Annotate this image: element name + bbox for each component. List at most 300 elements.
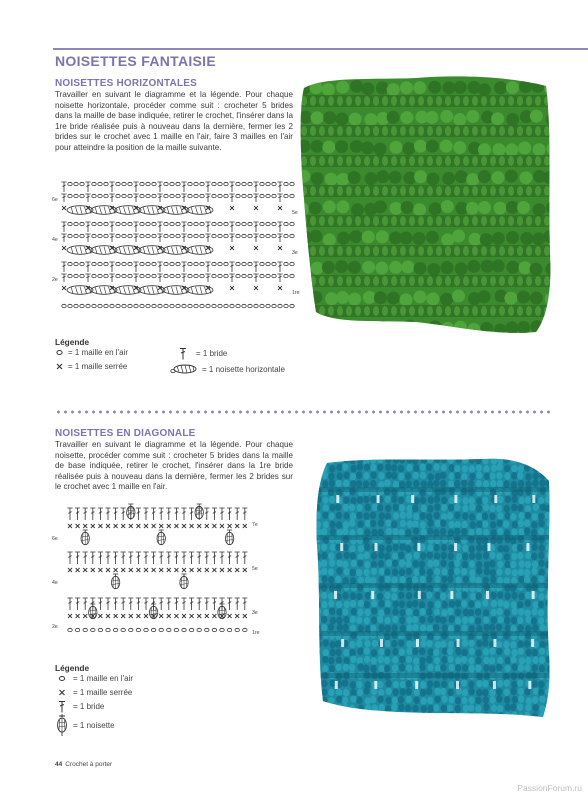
double-crochet-mark — [181, 598, 186, 610]
double-crochet-mark — [181, 262, 186, 272]
chain-stitch-mark — [104, 234, 108, 237]
chain-stitch-mark — [83, 628, 87, 631]
double-crochet-mark — [253, 182, 258, 192]
double-crochet-mark — [157, 274, 162, 282]
chain-stitch-mark — [243, 628, 247, 631]
double-crochet-mark — [85, 262, 90, 272]
double-crochet-mark — [136, 552, 141, 564]
single-crochet-icon — [55, 688, 69, 697]
double-crochet-mark — [159, 552, 164, 564]
chain-stitch-mark — [68, 304, 72, 307]
chain-stitch-mark — [242, 222, 246, 225]
row-label: 4e — [52, 237, 58, 243]
single-crochet-mark — [243, 614, 247, 618]
single-crochet-mark — [129, 614, 133, 618]
chain-stitch-mark — [146, 194, 150, 197]
double-crochet-mark — [212, 552, 217, 564]
double-crochet-mark — [105, 508, 110, 520]
chain-stitch-mark — [74, 274, 78, 277]
single-crochet-mark — [228, 568, 232, 572]
chain-stitch-mark — [194, 182, 198, 185]
chain-stitch-mark — [224, 182, 228, 185]
chain-stitch-mark — [284, 304, 288, 307]
double-crochet-mark — [204, 508, 209, 520]
double-crochet-mark — [133, 234, 138, 242]
double-crochet-mark — [109, 234, 114, 242]
chain-stitch-mark — [212, 194, 216, 197]
single-crochet-mark — [98, 568, 102, 572]
single-crochet-mark — [106, 524, 110, 528]
chain-stitch-mark — [290, 304, 294, 307]
double-crochet-mark — [277, 262, 282, 272]
double-crochet-mark — [133, 274, 138, 282]
single-crochet-mark — [152, 568, 156, 572]
chain-stitch-mark — [248, 222, 252, 225]
chain-stitch-mark — [98, 304, 102, 307]
double-crochet-mark — [166, 552, 171, 564]
chain-stitch-mark — [74, 194, 78, 197]
chain-stitch-mark — [170, 222, 174, 225]
single-crochet-mark — [182, 614, 186, 618]
chain-stitch-mark — [272, 304, 276, 307]
single-crochet-mark — [83, 524, 87, 528]
double-crochet-mark — [277, 194, 282, 202]
single-crochet-mark — [235, 614, 239, 618]
chain-stitch-mark — [68, 194, 72, 197]
double-crochet-mark — [253, 194, 258, 202]
chain-stitch-mark — [266, 182, 270, 185]
chain-stitch-mark — [236, 274, 240, 277]
double-crochet-mark — [85, 182, 90, 192]
double-crochet-mark — [181, 194, 186, 202]
double-crochet-mark — [181, 274, 186, 282]
chain-stitch-mark — [116, 194, 120, 197]
single-crochet-mark — [230, 206, 234, 210]
double-crochet-mark — [242, 552, 247, 564]
chain-stitch-mark — [152, 304, 156, 307]
double-crochet-mark — [75, 552, 80, 564]
double-crochet-mark — [189, 552, 194, 564]
chain-stitch-mark — [128, 222, 132, 225]
chain-stitch-mark — [113, 628, 117, 631]
chain-stitch-mark — [146, 182, 150, 185]
single-crochet-mark — [114, 614, 118, 618]
double-crochet-mark — [181, 234, 186, 242]
single-crochet-mark — [144, 568, 148, 572]
double-crochet-mark — [85, 274, 90, 282]
double-crochet-icon — [55, 700, 69, 713]
chain-stitch-mark — [122, 274, 126, 277]
chain-stitch-mark — [140, 222, 144, 225]
chain-stitch-mark — [140, 274, 144, 277]
single-crochet-mark — [76, 524, 80, 528]
double-crochet-mark — [75, 508, 80, 520]
chain-stitch-mark — [200, 304, 204, 307]
single-crochet-mark — [114, 524, 118, 528]
double-crochet-mark — [109, 194, 114, 202]
chain-stitch-mark — [128, 262, 132, 265]
chain-stitch-mark — [68, 628, 72, 631]
chain-stitch-icon — [55, 674, 69, 683]
chain-stitch-mark — [266, 234, 270, 237]
double-crochet-mark — [90, 552, 95, 564]
chain-stitch-mark — [152, 182, 156, 185]
single-crochet-mark — [190, 568, 194, 572]
chain-stitch-mark — [122, 262, 126, 265]
double-crochet-mark — [75, 598, 80, 610]
puff-stitch-mark — [225, 530, 233, 545]
double-crochet-mark — [157, 234, 162, 242]
chain-stitch-mark — [176, 262, 180, 265]
double-crochet-mark — [204, 552, 209, 564]
double-crochet-mark — [157, 182, 162, 192]
chain-stitch-mark — [236, 194, 240, 197]
puff-stitch-mark — [180, 574, 188, 589]
single-crochet-mark — [121, 614, 125, 618]
double-crochet-mark — [128, 552, 133, 564]
double-crochet-mark — [205, 234, 210, 242]
puff-stitch-mark — [81, 530, 89, 545]
double-crochet-mark — [157, 222, 162, 232]
double-crochet-mark — [151, 508, 156, 520]
single-crochet-mark — [121, 524, 125, 528]
double-crochet-mark — [219, 552, 224, 564]
puff-stitch-mark — [218, 604, 226, 619]
chain-stitch-mark — [188, 262, 192, 265]
chain-stitch-mark — [212, 274, 216, 277]
chain-stitch-mark — [242, 182, 246, 185]
double-crochet-mark — [242, 598, 247, 610]
chain-stitch-mark — [272, 182, 276, 185]
chain-stitch-mark — [151, 628, 155, 631]
double-crochet-mark — [109, 222, 114, 232]
single-crochet-mark — [235, 524, 239, 528]
chain-stitch-mark — [92, 182, 96, 185]
chain-stitch-mark — [116, 262, 120, 265]
chain-stitch-mark — [272, 222, 276, 225]
chain-stitch-mark — [284, 194, 288, 197]
chain-stitch-mark — [167, 628, 171, 631]
double-crochet-mark — [181, 552, 186, 564]
chain-stitch-mark — [224, 194, 228, 197]
chain-stitch-mark — [200, 222, 204, 225]
chain-stitch-mark — [104, 304, 108, 307]
chain-stitch-mark — [194, 234, 198, 237]
single-crochet-mark — [182, 524, 186, 528]
chain-stitch-mark — [248, 304, 252, 307]
double-crochet-mark — [113, 508, 118, 520]
single-crochet-mark — [106, 568, 110, 572]
chain-stitch-mark — [176, 304, 180, 307]
single-crochet-mark — [278, 246, 282, 250]
double-crochet-mark — [109, 274, 114, 282]
chain-stitch-mark — [260, 194, 264, 197]
single-crochet-mark — [254, 206, 258, 210]
swatch-photo-green — [296, 74, 553, 340]
chain-stitch-mark — [194, 222, 198, 225]
single-crochet-mark — [159, 568, 163, 572]
chain-stitch-mark — [68, 234, 72, 237]
section-text-diagonal: Travailler en suivant le diagramme et la légende. Pour chaque noisette, procéder comme suit : crocheter 5 brides dans la maille de base indiquée, retirer le crochet, l'insérer dans la 1re bride réalisée puis à nouveau dans la dernière, fermer les 2 brides sur le crochet avec 1 maille en l'air. — [55, 440, 293, 492]
row-label: 5e — [292, 210, 298, 216]
chain-stitch-mark — [152, 222, 156, 225]
chain-stitch-mark — [236, 182, 240, 185]
chain-stitch-mark — [74, 262, 78, 265]
single-crochet-mark — [197, 614, 201, 618]
chain-stitch-mark — [86, 304, 90, 307]
chain-stitch-mark — [176, 274, 180, 277]
single-crochet-mark — [212, 524, 216, 528]
chain-stitch-mark — [80, 234, 84, 237]
chain-stitch-mark — [80, 182, 84, 185]
chain-stitch-mark — [242, 304, 246, 307]
double-crochet-mark — [61, 182, 66, 192]
section-title-horizontal: NOISETTES HORIZONTALES — [55, 78, 197, 89]
double-crochet-mark — [143, 508, 148, 520]
chain-stitch-mark — [266, 274, 270, 277]
double-crochet-mark — [151, 552, 156, 564]
chain-stitch-mark — [68, 262, 72, 265]
single-crochet-mark — [254, 286, 258, 290]
double-crochet-mark — [235, 552, 240, 564]
chain-stitch-mark — [122, 222, 126, 225]
chain-stitch-mark — [74, 222, 78, 225]
chain-stitch-mark — [146, 222, 150, 225]
book-title: Crochet à porter — [65, 761, 113, 768]
chain-stitch-mark — [200, 194, 204, 197]
chain-stitch-mark — [206, 304, 210, 307]
chain-stitch-mark — [284, 234, 288, 237]
chain-stitch-mark — [75, 628, 79, 631]
chain-stitch-mark — [98, 234, 102, 237]
double-crochet-mark — [83, 508, 88, 520]
page-footer — [55, 761, 112, 768]
chain-stitch-mark — [194, 194, 198, 197]
chain-stitch-mark — [224, 274, 228, 277]
chain-stitch-mark — [254, 304, 258, 307]
double-crochet-mark — [98, 552, 103, 564]
chain-stitch-mark — [248, 262, 252, 265]
chain-stitch-mark — [164, 274, 168, 277]
chain-stitch-mark — [159, 628, 163, 631]
section-divider — [55, 410, 550, 414]
double-crochet-mark — [85, 222, 90, 232]
chain-stitch-mark — [260, 234, 264, 237]
legend-item-chain: = 1 maille en l'air — [55, 348, 128, 357]
chain-stitch-mark — [80, 304, 84, 307]
chain-stitch-mark — [122, 304, 126, 307]
chain-stitch-mark — [236, 262, 240, 265]
single-crochet-mark — [220, 568, 224, 572]
chain-stitch-mark — [98, 274, 102, 277]
chain-stitch-mark — [122, 234, 126, 237]
chain-stitch-mark — [98, 628, 102, 631]
row-label: 3e — [252, 610, 258, 616]
chain-stitch-mark — [284, 262, 288, 265]
chain-stitch-mark — [146, 274, 150, 277]
chain-stitch-mark — [92, 274, 96, 277]
chain-stitch-mark — [116, 274, 120, 277]
double-crochet-mark — [133, 182, 138, 192]
single-crochet-mark — [121, 568, 125, 572]
chain-stitch-mark — [189, 628, 193, 631]
legend-title-1: Légende — [55, 337, 90, 347]
single-crochet-mark — [243, 524, 247, 528]
chain-stitch-mark — [68, 274, 72, 277]
single-crochet-mark — [228, 614, 232, 618]
single-crochet-mark — [98, 614, 102, 618]
chain-stitch-mark — [98, 194, 102, 197]
double-crochet-mark — [174, 508, 179, 520]
double-crochet-mark — [205, 274, 210, 282]
double-crochet-mark — [128, 598, 133, 610]
chain-stitch-mark — [164, 222, 168, 225]
chain-stitch-mark — [74, 234, 78, 237]
double-crochet-mark — [205, 222, 210, 232]
double-crochet-mark — [229, 274, 234, 282]
single-crochet-mark — [197, 568, 201, 572]
single-crochet-mark — [230, 246, 234, 250]
double-crochet-mark — [181, 222, 186, 232]
chain-stitch-mark — [188, 194, 192, 197]
chain-stitch-mark — [200, 274, 204, 277]
chain-stitch-mark — [129, 628, 133, 631]
chain-stitch-mark — [140, 194, 144, 197]
double-crochet-mark — [157, 262, 162, 272]
double-crochet-icon — [178, 347, 188, 360]
chain-stitch-mark — [174, 628, 178, 631]
double-crochet-mark — [109, 182, 114, 192]
chain-stitch-mark — [200, 182, 204, 185]
single-crochet-mark — [167, 524, 171, 528]
chain-stitch-mark — [218, 222, 222, 225]
chain-stitch-mark — [188, 182, 192, 185]
single-crochet-mark — [278, 206, 282, 210]
chain-stitch-mark — [278, 304, 282, 307]
double-crochet-mark — [229, 182, 234, 192]
swatch-texture — [296, 80, 553, 340]
double-crochet-mark — [189, 508, 194, 520]
double-crochet-mark — [85, 194, 90, 202]
section-title-diagonal: NOISETTES EN DIAGONALE — [55, 428, 196, 439]
double-crochet-mark — [136, 508, 141, 520]
puff-stitch-mark — [127, 504, 135, 519]
double-crochet-mark — [67, 508, 72, 520]
chain-stitch-mark — [146, 234, 150, 237]
single-crochet-mark — [136, 614, 140, 618]
chain-stitch-mark — [62, 304, 66, 307]
chain-stitch-mark — [260, 182, 264, 185]
double-crochet-mark — [166, 508, 171, 520]
legend-item-single-crochet-2: = 1 maille serrée — [55, 688, 132, 697]
page-title: NOISETTES FANTAISIE — [55, 53, 217, 69]
chain-stitch-mark — [248, 274, 252, 277]
chain-stitch-mark — [224, 304, 228, 307]
chain-stitch-mark — [182, 628, 186, 631]
double-crochet-mark — [105, 552, 110, 564]
chain-stitch-mark — [164, 182, 168, 185]
chain-stitch-mark — [266, 304, 270, 307]
chain-stitch-mark — [266, 194, 270, 197]
row-label: 5e — [252, 566, 258, 572]
chain-stitch-mark — [260, 262, 264, 265]
chain-stitch-mark — [144, 628, 148, 631]
double-crochet-mark — [159, 598, 164, 610]
row-label: 6e — [52, 536, 58, 542]
chain-stitch-mark — [164, 304, 168, 307]
chain-stitch-mark — [218, 304, 222, 307]
chain-stitch-mark — [272, 194, 276, 197]
single-crochet-mark — [254, 246, 258, 250]
chain-stitch-mark — [176, 234, 180, 237]
row-label: 2e — [52, 624, 58, 630]
chain-stitch-mark — [128, 274, 132, 277]
single-crochet-mark — [83, 568, 87, 572]
double-crochet-mark — [85, 234, 90, 242]
single-crochet-mark — [129, 568, 133, 572]
chain-stitch-mark — [116, 304, 120, 307]
double-crochet-mark — [105, 598, 110, 610]
horizontal-puff-icon — [170, 362, 200, 376]
double-crochet-mark — [235, 508, 240, 520]
double-crochet-mark — [143, 598, 148, 610]
chain-stitch-mark — [164, 194, 168, 197]
chain-stitch-mark — [170, 194, 174, 197]
title-rule — [53, 48, 588, 50]
chain-stitch-mark — [146, 304, 150, 307]
single-crochet-mark — [62, 246, 66, 250]
chain-stitch-mark — [80, 222, 84, 225]
double-crochet-mark — [189, 598, 194, 610]
puff-stitch-mark — [195, 504, 203, 519]
chain-stitch-mark — [140, 262, 144, 265]
chain-stitch-mark — [260, 274, 264, 277]
chain-stitch-mark — [284, 182, 288, 185]
chain-stitch-mark — [80, 262, 84, 265]
single-crochet-mark — [68, 568, 72, 572]
chain-stitch-mark — [98, 182, 102, 185]
chain-stitch-mark — [220, 628, 224, 631]
chain-stitch-mark — [104, 194, 108, 197]
page-number: 44 — [55, 761, 63, 768]
double-crochet-mark — [133, 262, 138, 272]
chain-stitch-mark — [128, 234, 132, 237]
single-crochet-mark — [91, 568, 95, 572]
double-crochet-mark — [61, 234, 66, 242]
single-crochet-mark — [98, 524, 102, 528]
single-crochet-mark — [62, 286, 66, 290]
double-crochet-mark — [174, 598, 179, 610]
double-crochet-mark — [67, 598, 72, 610]
puff-stitch-mark — [89, 604, 97, 619]
double-crochet-mark — [157, 194, 162, 202]
double-crochet-mark — [181, 182, 186, 192]
double-crochet-mark — [212, 598, 217, 610]
double-crochet-mark — [83, 552, 88, 564]
single-crochet-mark — [205, 614, 209, 618]
double-crochet-mark — [174, 552, 179, 564]
chain-stitch-mark — [104, 182, 108, 185]
chain-stitch-mark — [91, 628, 95, 631]
chain-stitch-mark — [212, 234, 216, 237]
chain-stitch-mark — [164, 234, 168, 237]
chain-stitch-mark — [266, 262, 270, 265]
double-crochet-mark — [61, 262, 66, 272]
legend-item-chain-2: = 1 maille en l'air — [55, 674, 133, 683]
chain-stitch-mark — [212, 262, 216, 265]
row-label: 4e — [52, 580, 58, 586]
chain-stitch-mark — [205, 628, 209, 631]
